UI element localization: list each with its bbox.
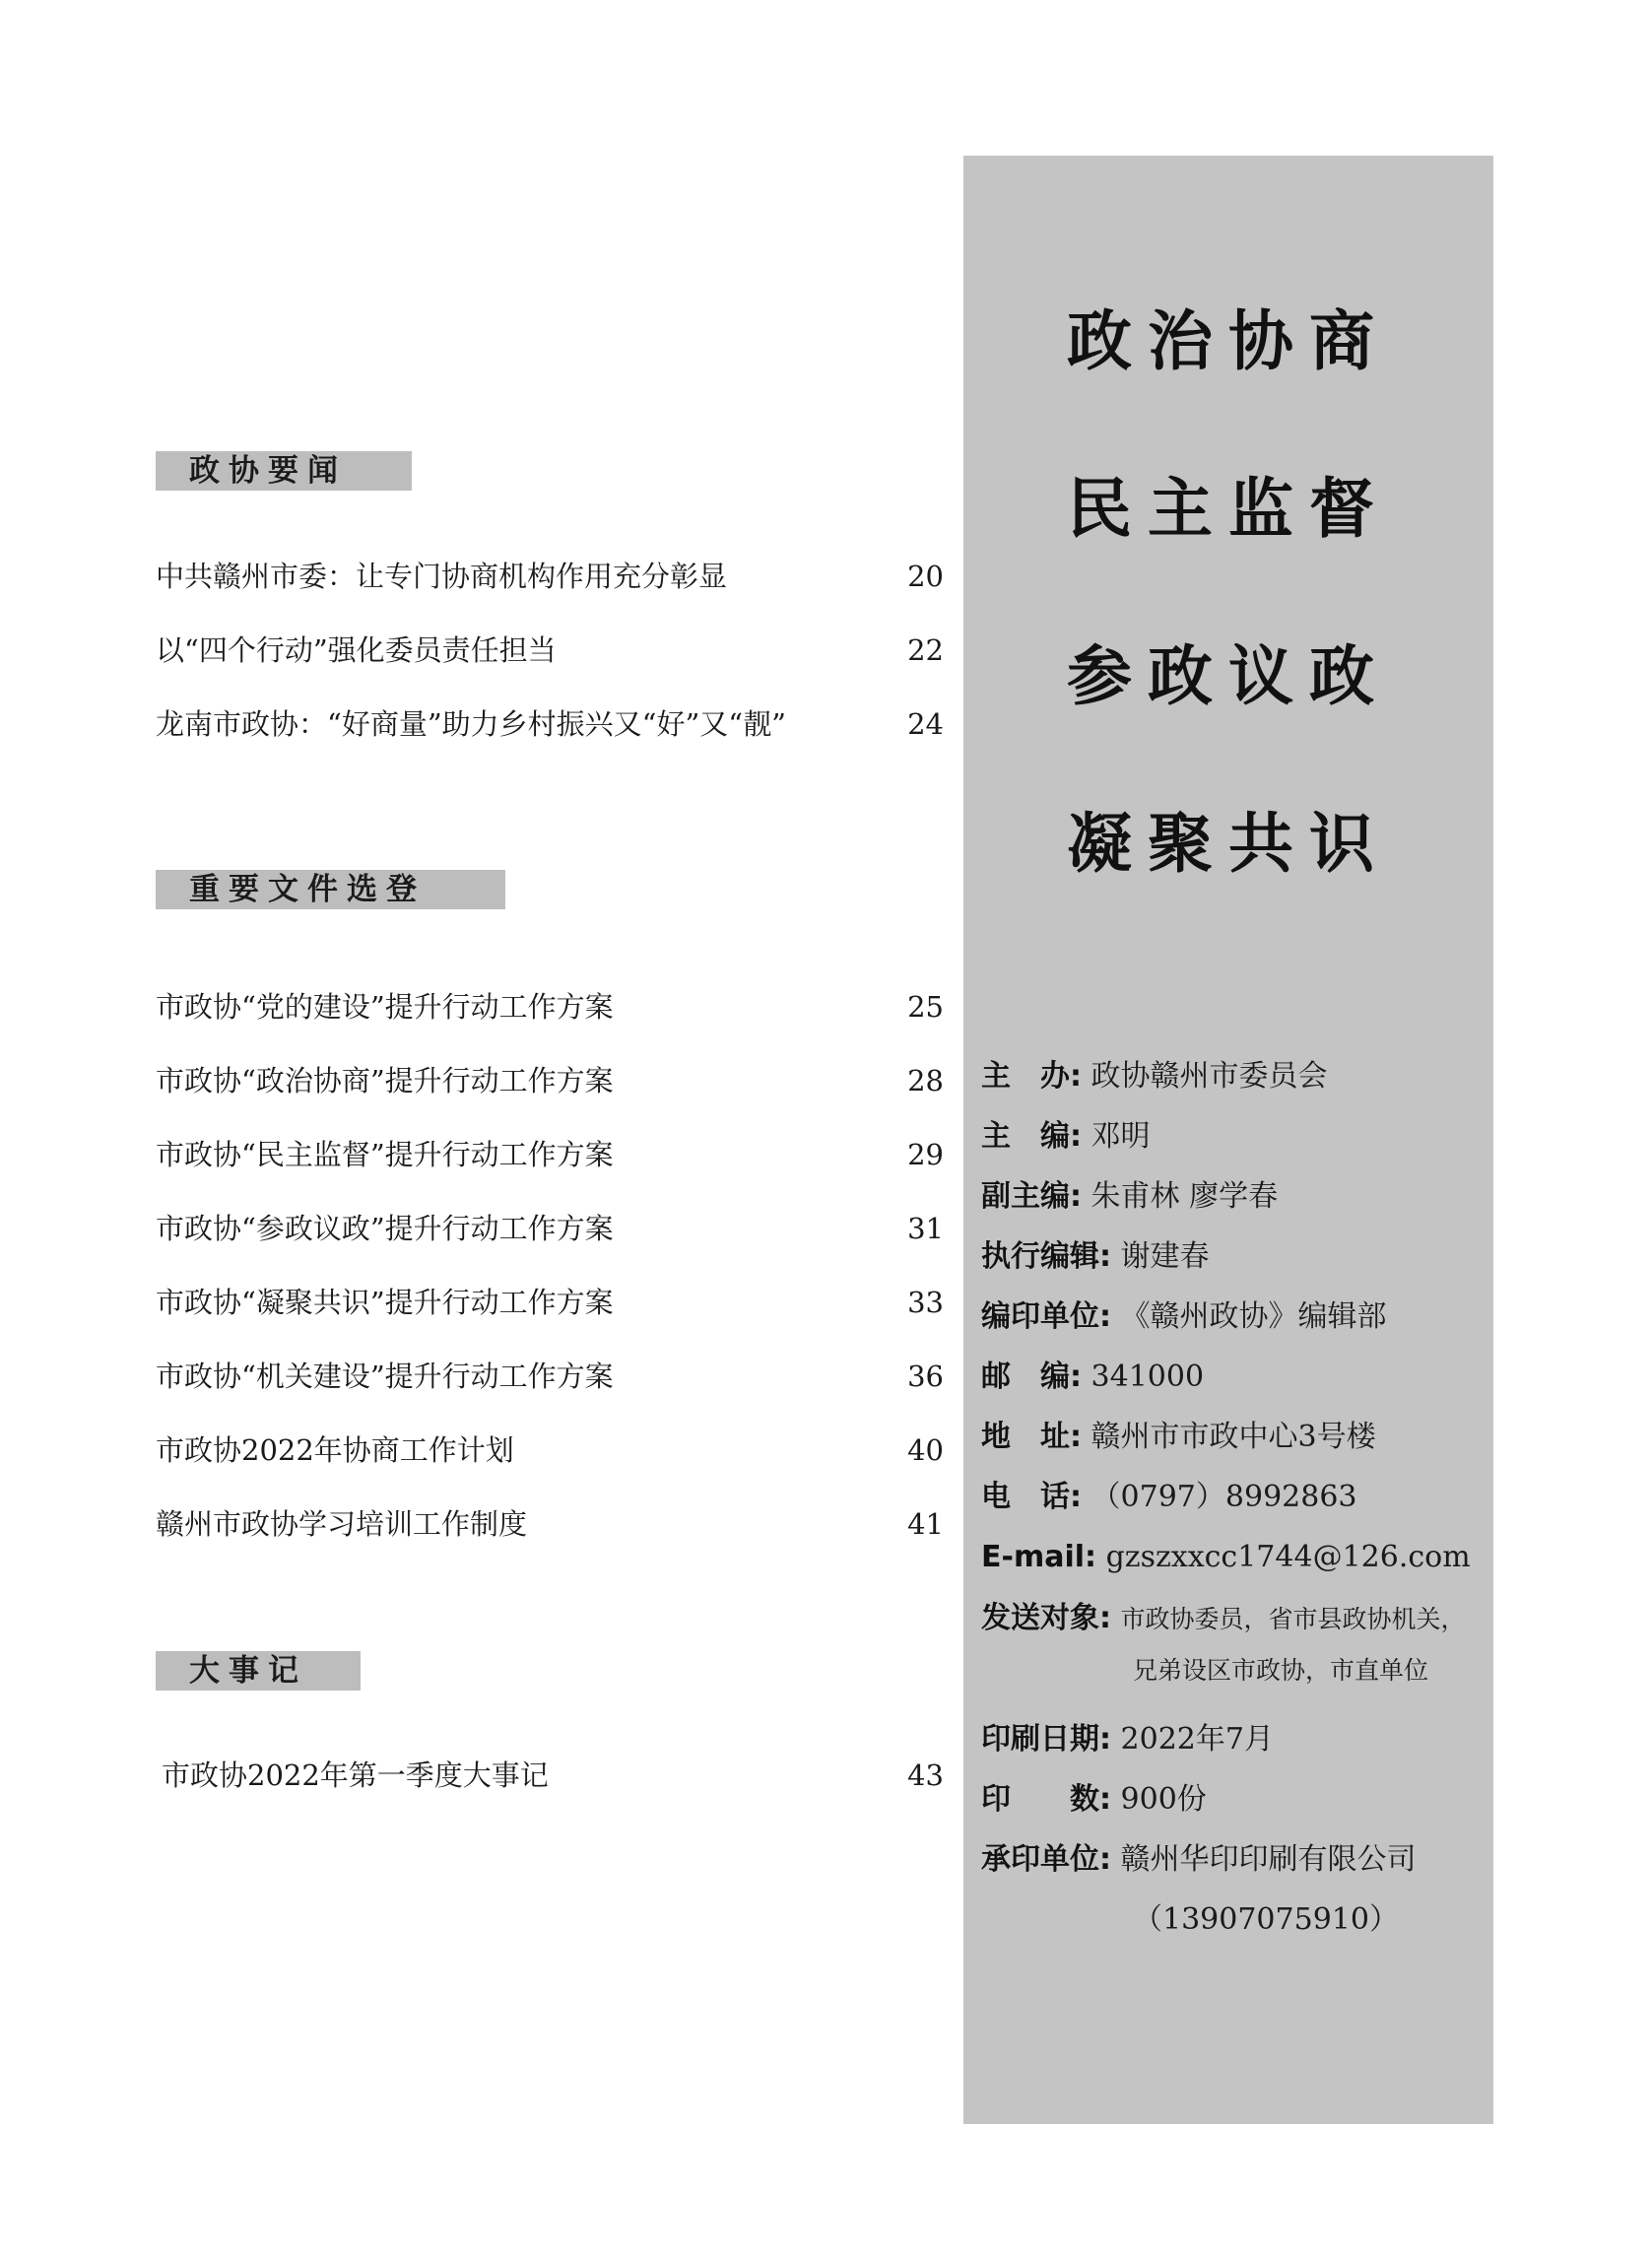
toc-entry[interactable] [156,985,944,1029]
toc-entry-page: 24 [907,707,944,741]
info-value: 赣州市市政中心3号楼 [1090,1420,1376,1454]
info-label: 编印单位: [981,1299,1111,1334]
toc-entry[interactable] [156,1207,944,1250]
toc-entry-page: 20 [907,560,944,593]
toc-entry-page: 31 [907,1212,944,1245]
info-value: 邓明 [1090,1119,1151,1154]
info-value: 朱甫林 廖学春 [1090,1179,1279,1214]
info-label: 主 办: [981,1059,1082,1094]
info-postcode [981,1355,1493,1400]
info-printer [981,1837,1493,1883]
section-heading-cppcc-news: 政协要闻 [156,451,412,491]
info-label: 印 数: [981,1782,1111,1817]
info-value[interactable]: gzszxxcc1744@126.com [1105,1540,1471,1574]
toc-entry[interactable] [156,1428,944,1472]
toc-entry-title: 龙南市政协：“好商量”助力乡村振兴又“好”又“靓” [156,707,786,741]
toc-entry[interactable] [156,1133,944,1176]
info-phone [981,1475,1493,1520]
toc-entry[interactable] [156,1754,944,1797]
info-value: 政协赣州市委员会 [1090,1059,1328,1094]
info-value: （0797）8992863 [1090,1480,1357,1514]
masthead-panel [963,156,1493,2124]
toc-entry-title: 市政协2022年第一季度大事记 [162,1759,549,1792]
toc-entry[interactable] [156,629,944,672]
info-label: 执行编辑: [981,1239,1111,1274]
info-sponsor [981,1054,1493,1099]
toc-entry-page: 43 [907,1759,944,1792]
info-label: E-mail: [981,1540,1097,1574]
info-publishing-unit [981,1294,1493,1340]
toc-entry-page: 33 [907,1286,944,1319]
toc-entry-page: 25 [907,990,944,1024]
info-print-count [981,1777,1493,1823]
info-label: 发送对象: [981,1601,1111,1635]
toc-entry[interactable] [156,1059,944,1102]
toc-entry[interactable] [156,555,944,598]
motto-line: 参政议政 [1067,637,1390,714]
toc-entry-page: 36 [907,1360,944,1393]
info-label: 副主编: [981,1179,1082,1214]
info-value: 900份 [1120,1782,1207,1817]
info-value: 2022年7月 [1120,1722,1274,1757]
info-value: （13907075910） [1133,1902,1399,1937]
info-label: 电 话: [981,1480,1082,1514]
section-heading-chronicle: 大事记 [156,1651,361,1691]
info-email [981,1535,1493,1580]
motto-line: 凝聚共识 [1067,805,1390,882]
info-recipients-cont [1133,1647,1645,1693]
toc-entry-title: 市政协“凝聚共识”提升行动工作方案 [156,1286,614,1319]
toc-entry-title: 以“四个行动”强化委员责任担当 [156,633,557,667]
motto-line: 民主监督 [1067,470,1390,547]
toc-entry-page: 22 [907,633,944,667]
info-exec-editor [981,1234,1493,1280]
toc-entry-title: 市政协2022年协商工作计划 [156,1433,514,1467]
toc-entry-page: 41 [907,1507,944,1541]
toc-entry-title: 市政协“党的建设”提升行动工作方案 [156,990,614,1024]
info-value: 市政协委员，省市县政协机关， [1120,1605,1466,1633]
toc-entry[interactable] [156,702,944,746]
info-recipients [981,1596,1493,1642]
info-editor [981,1114,1493,1160]
info-address [981,1415,1493,1460]
info-label: 邮 编: [981,1360,1082,1394]
toc-entry-page: 40 [907,1433,944,1467]
toc-entry-title: 市政协“政治协商”提升行动工作方案 [156,1064,614,1097]
toc-entry[interactable] [156,1502,944,1546]
toc-entry-title: 赣州市政协学习培训工作制度 [156,1507,528,1541]
info-label: 印刷日期: [981,1722,1111,1757]
toc-entry-title: 市政协“民主监督”提升行动工作方案 [156,1138,614,1171]
info-value: 兄弟设区市政协，市直单位 [1133,1656,1429,1685]
toc-entry[interactable] [156,1355,944,1398]
info-label: 承印单位: [981,1842,1111,1877]
toc-entry-title: 市政协“参政议政”提升行动工作方案 [156,1212,614,1245]
info-value: 《赣州政协》编辑部 [1120,1299,1387,1334]
toc-entry-title: 市政协“机关建设”提升行动工作方案 [156,1360,614,1393]
toc-entry-title: 中共赣州市委：让专门协商机构作用充分彰显 [156,560,728,593]
toc-entry-page: 28 [907,1064,944,1097]
info-printer-phone [1133,1897,1645,1943]
toc-entry[interactable] [156,1281,944,1324]
info-deputy-editor [981,1174,1493,1220]
info-print-date [981,1717,1493,1762]
info-value: 赣州华印印刷有限公司 [1120,1842,1417,1877]
info-label: 地 址: [981,1420,1082,1454]
info-value: 341000 [1090,1360,1205,1394]
motto-line: 政治协商 [1067,302,1390,379]
info-value: 谢建春 [1120,1239,1210,1274]
section-heading-key-documents: 重要文件选登 [156,870,505,909]
info-label: 主 编: [981,1119,1082,1154]
toc-entry-page: 29 [907,1138,944,1171]
